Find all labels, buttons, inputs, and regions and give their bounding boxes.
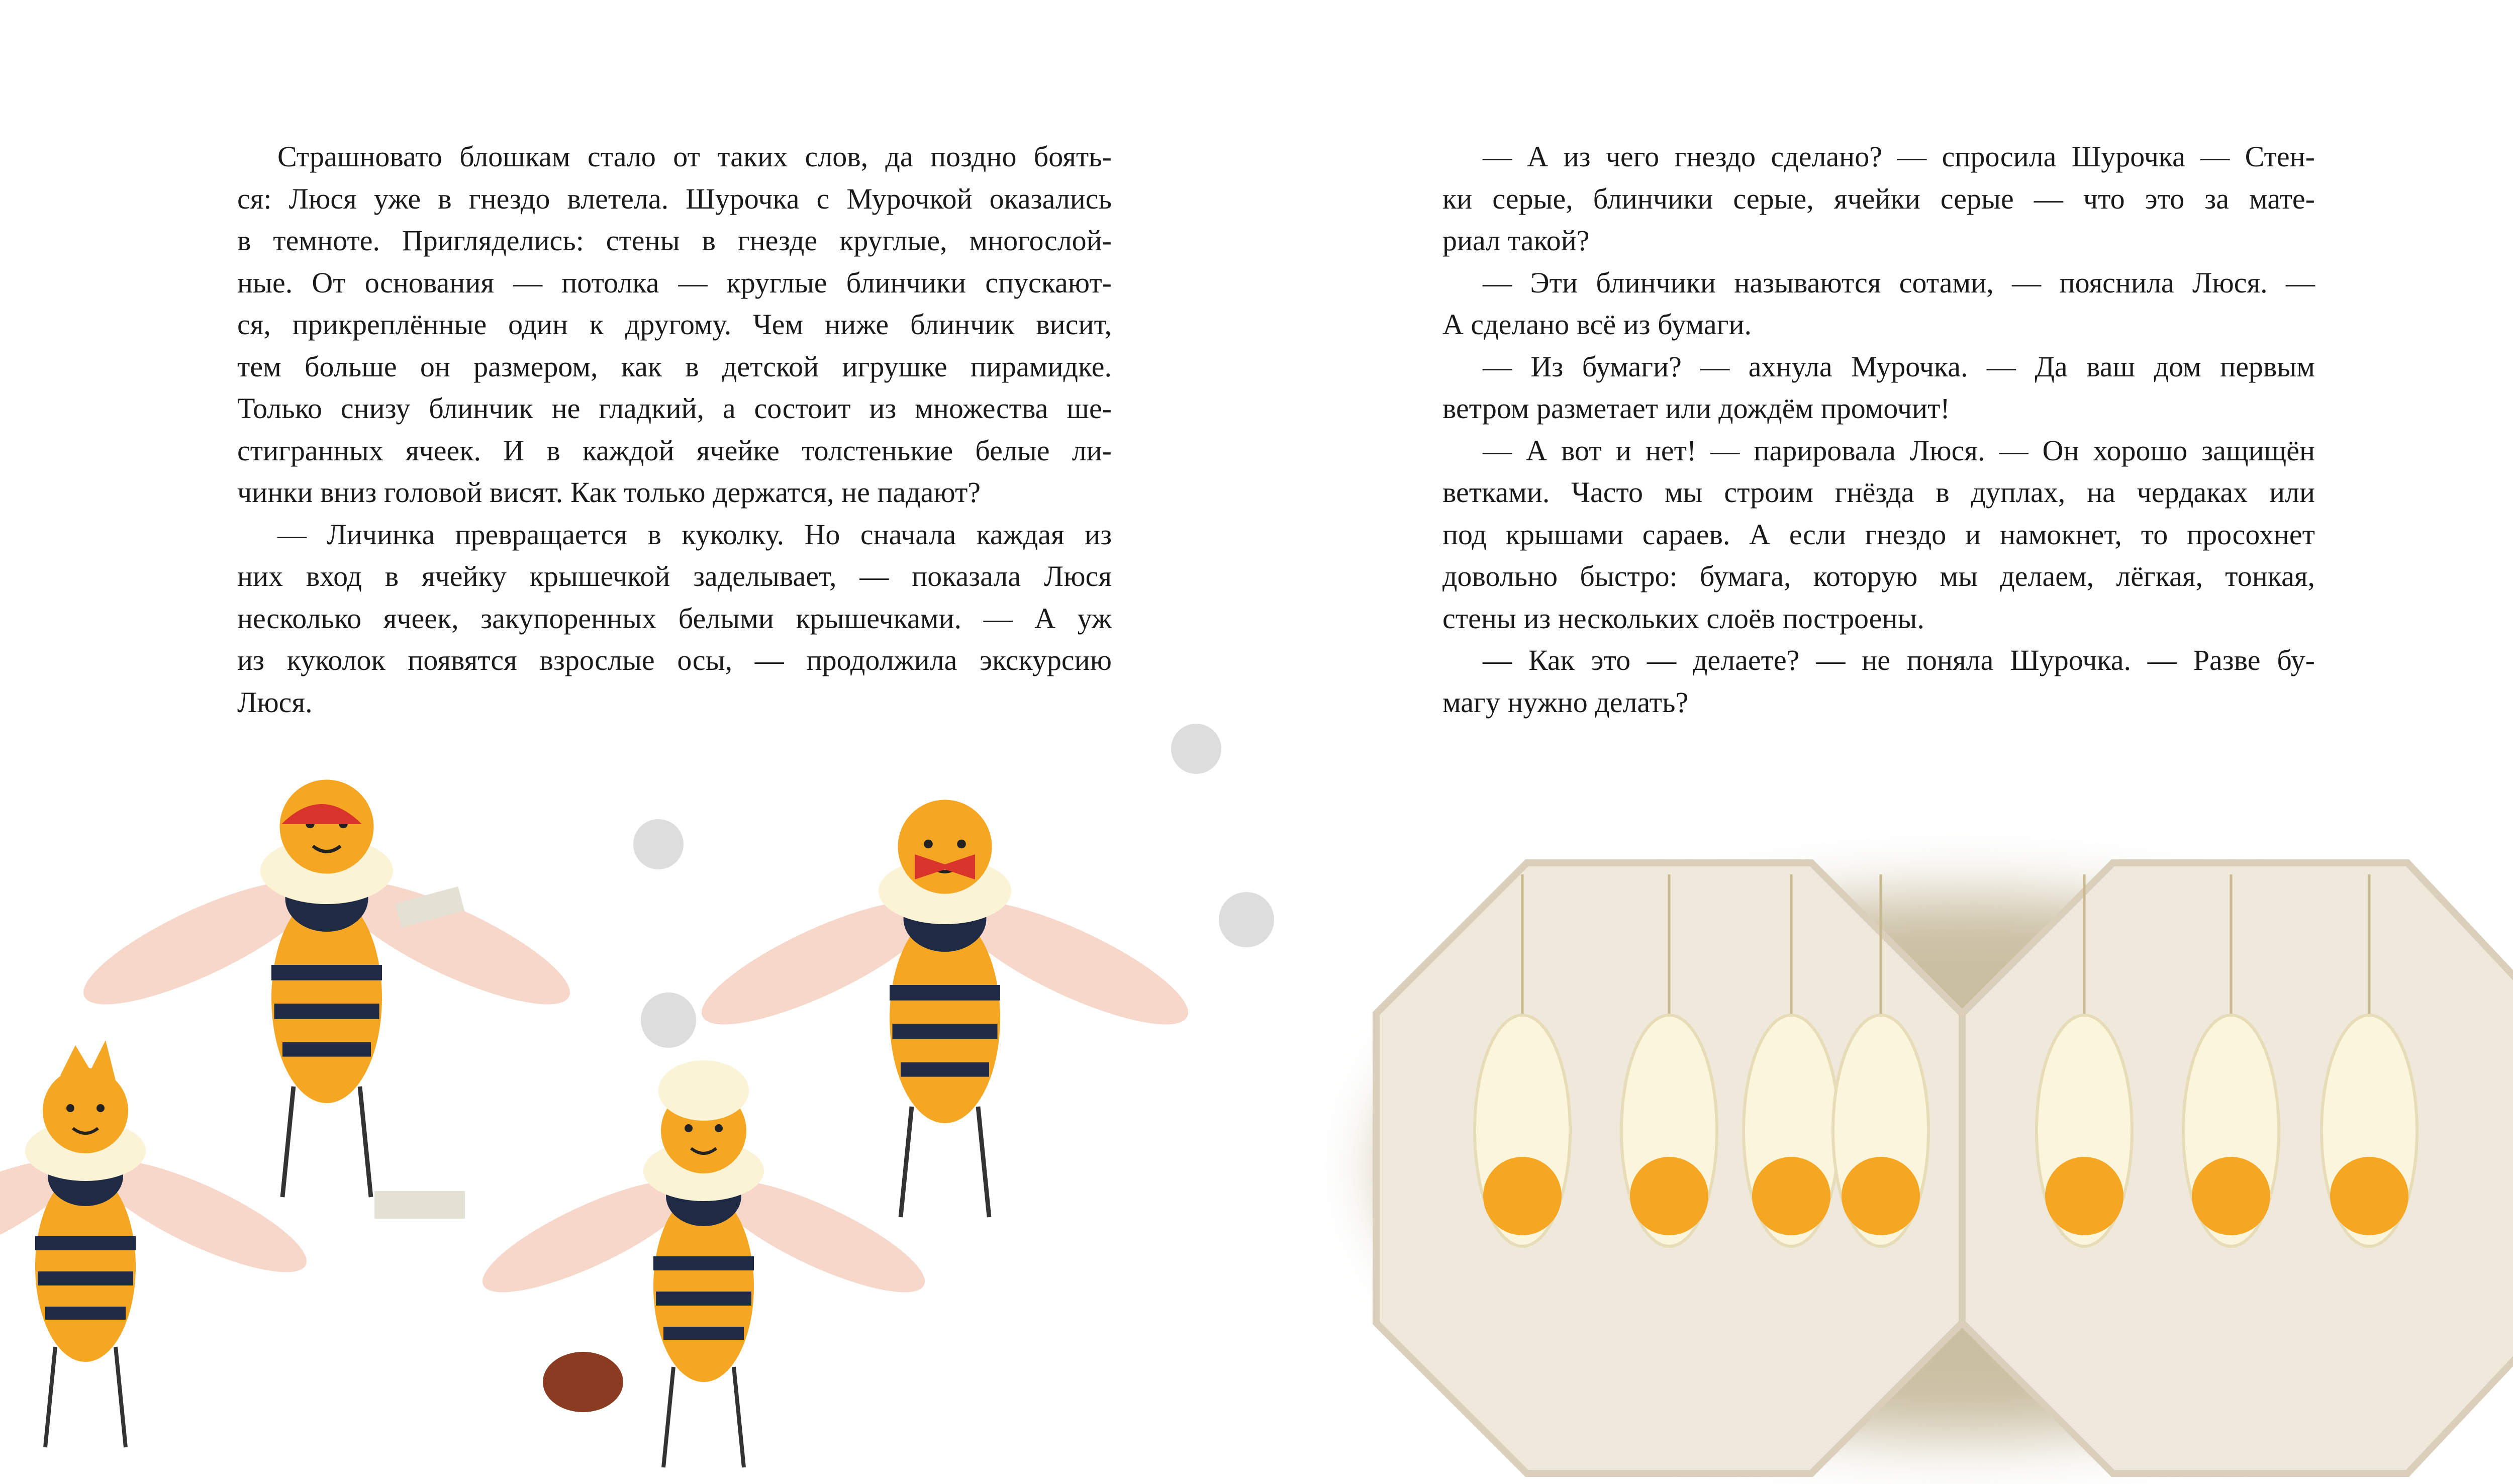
text-line: — Из бумаги? — ахнула Мурочка. — Да ваш дом первым [1483, 350, 2315, 383]
text-line: Только снизу блинчик не гладкий, а состоит из множества ше- [237, 392, 1112, 425]
text-line: А сделано всё из бумаги. [1442, 308, 1752, 341]
smoke-puff [1219, 892, 1274, 947]
text-line: чинки вниз головой висят. Как только держатся, не падают? [237, 476, 981, 509]
queen-bee [0, 1068, 319, 1447]
text-line: ся: Люся уже в гнездо влетела. Шурочка с Мурочкой оказались [237, 182, 1112, 215]
text-line: ные. От основания — потолка — круглые блинчики спускают- [237, 266, 1112, 299]
smoke-puff [641, 993, 696, 1048]
bee-with-cap [70, 780, 583, 1198]
text-line: — Личинка превращается в куколку. Но сначала каждая из [277, 518, 1112, 551]
text-line: из куколок появятся взрослые осы, — продолжила экскурсию [237, 644, 1112, 676]
text-line: под крышами сараев. А если гнездо и намокнет, то просохнет [1442, 518, 2315, 551]
text-line: стигранных ячеек. И в каждой ячейке толстенькие белые ли- [237, 434, 1112, 467]
text-line: тем больше он размером, как в детской игрушке пирамидке. [237, 350, 1112, 383]
bee-with-bow [689, 800, 1201, 1218]
right-page-text [1442, 136, 2315, 723]
text-line: довольно быстро: бумага, которую мы делаем, лёгкая, тонкая, [1442, 560, 2315, 592]
text-line: риал такой? [1442, 224, 1590, 257]
chef-hat-icon [658, 1060, 749, 1121]
text-line: ки серые, блинчики серые, ячейки серые — что это за мате- [1442, 182, 2315, 215]
text-line: Люся. [237, 685, 313, 719]
text-line: — Как это — делаете? — не поняла Шурочка. — Разве бу- [1483, 644, 2315, 676]
chef-bee [470, 1088, 937, 1467]
paper-sheet [374, 1191, 465, 1219]
text-line: магу нужно делать? [1442, 685, 1689, 719]
text-line: — А вот и нет! — парировала Люся. — Он хорошо защищён [1483, 434, 2315, 467]
text-line: ветром разметает или дождём промочит! [1442, 392, 1950, 425]
left-page-text [237, 136, 1112, 723]
bee-characters [0, 724, 1274, 1467]
text-line: стены из нескольких слоёв построены. [1442, 602, 1924, 635]
text-line: них вход в ячейку крышечкой заделывает, — показала Люся [237, 560, 1112, 592]
text-line: несколько ячеек, закупоренных белыми крышечками. — А уж [237, 602, 1112, 635]
nest-illustration [1376, 863, 2513, 1473]
text-line: ветками. Часто мы строим гнёзда в дуплах, на чердаках или [1442, 476, 2315, 509]
pot-icon [543, 1352, 623, 1412]
text-line: Страшновато блошкам стало от таких слов, да поздно боять- [277, 140, 1112, 173]
text-line: — Эти блинчики называются сотами, — пояснила Люся. — [1483, 266, 2315, 299]
smoke-puff [633, 819, 684, 869]
text-line: в темноте. Пригляделись: стены в гнезде круглые, многослой- [237, 224, 1112, 257]
text-line: — А из чего гнездо сделано? — спросила Шурочка — Стен- [1483, 140, 2315, 173]
text-line: ся, прикреплённые один к другому. Чем ниже блинчик висит, [237, 308, 1112, 341]
crown-icon [60, 1040, 116, 1080]
smoke-puff [1171, 724, 1221, 774]
